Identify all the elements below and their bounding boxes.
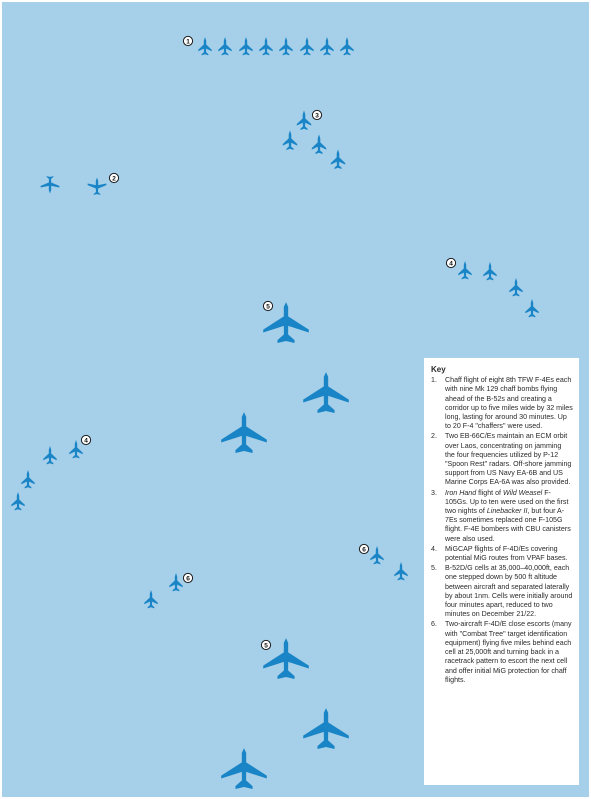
callout-badge bbox=[81, 435, 90, 444]
callout-badge-number: 1 bbox=[186, 38, 190, 46]
callout-badge-number: 5 bbox=[264, 642, 268, 650]
key-item-text: Chaff flight of eight 8th TFW F-4Es each with nine Mk 129 chaff bombs flying ahead of the B-52s and creating a corridor up to five miles wide by 32 miles long, lasting for around 30 minutes. Up to 20 F-4 "chaffers" were used. bbox=[445, 376, 573, 431]
key-item-number: 2. bbox=[431, 432, 437, 441]
chaff-f4-icon bbox=[320, 37, 334, 55]
key-item-number: 1. bbox=[431, 376, 437, 385]
key-item-text-part: Linebacker II bbox=[486, 507, 528, 516]
callout-badge bbox=[263, 301, 272, 310]
escort-f4-icon bbox=[370, 546, 384, 564]
callout-badge bbox=[312, 110, 321, 119]
key-item-6 bbox=[431, 620, 573, 684]
chaff-f4-icon bbox=[259, 37, 273, 55]
callout-badge-number: 4 bbox=[84, 437, 88, 445]
callout-badge bbox=[359, 544, 368, 553]
callout-badge bbox=[446, 258, 455, 267]
key-item-text: Two EB-66C/Es maintain an ECM orbit over Laos, concentrating on jamming the four frequencies utilized by P-12 "Spoon Rest" radars. Off-shore jamming support from US Navy EA-6B and US Marine Corps EA-6A was also provided. bbox=[445, 432, 572, 487]
key-item-1 bbox=[431, 376, 573, 431]
key-item-text-part: Iron Hand bbox=[445, 488, 477, 497]
callout-badge-number: 6 bbox=[362, 546, 366, 554]
callout-badge bbox=[183, 573, 192, 582]
key-item-3 bbox=[431, 489, 573, 544]
callout-badge bbox=[109, 173, 118, 182]
key-item-number: 5. bbox=[431, 564, 437, 573]
key-panel bbox=[424, 358, 579, 785]
key-item-text-part: Wild Weasel bbox=[502, 488, 543, 497]
escort-f4-icon bbox=[144, 590, 158, 608]
key-item-5 bbox=[431, 564, 573, 619]
b52-bomber-icon bbox=[303, 372, 349, 413]
b52-bomber-icon bbox=[221, 412, 267, 453]
wild-weasel-f105-icon bbox=[331, 149, 345, 169]
b52-bomber-icon bbox=[303, 708, 349, 749]
key-item-number: 3. bbox=[431, 488, 437, 497]
key-list bbox=[431, 376, 573, 685]
chaff-f4-icon bbox=[279, 37, 293, 55]
key-item-text: B-52D/G cells at 35,000–40,000ft, each one stepped down by 500 ft altitude between aircraft and separated laterally by about 1nm. Cells were initially around four minutes apart, reduced to two minutes on December 21/22. bbox=[445, 564, 573, 619]
eb66-jammer-icon bbox=[41, 176, 60, 193]
key-item-text: MiGCAP flights of F-4D/Es covering potential MiG routes from VPAF bases. bbox=[445, 544, 568, 563]
chaff-f4-icon bbox=[300, 37, 314, 55]
key-item-4 bbox=[431, 545, 573, 563]
wild-weasel-f105-icon bbox=[312, 134, 326, 154]
key-item-text-part: flight of bbox=[476, 488, 503, 497]
chaff-f4-icon bbox=[340, 37, 354, 55]
escort-f4-icon bbox=[169, 573, 183, 591]
callout-badge bbox=[183, 36, 192, 45]
key-item-number: 6. bbox=[431, 620, 437, 629]
callout-badge-number: 6 bbox=[186, 575, 190, 583]
callout-badge-number: 4 bbox=[449, 260, 453, 268]
migcap-f4-icon bbox=[458, 261, 472, 279]
callout-badge-number: 3 bbox=[315, 112, 319, 120]
callout-badge bbox=[261, 640, 270, 649]
chaff-f4-icon bbox=[218, 37, 232, 55]
migcap-f4-icon bbox=[483, 262, 497, 280]
migcap-f4-icon bbox=[11, 492, 25, 510]
chaff-f4-icon bbox=[198, 37, 212, 55]
callout-badge-number: 2 bbox=[112, 175, 116, 183]
key-item-number: 4. bbox=[431, 544, 437, 553]
escort-f4-icon bbox=[394, 562, 408, 580]
key-title: Key bbox=[431, 365, 446, 374]
key-item-text-part: , but four A-7Es sometimes replaced one F-105G flight. F-4E bombers with CBU canisters were also used. bbox=[445, 507, 571, 543]
key-item-text-part: F-105Gs. Up to ten were used on the first two nights of bbox=[445, 488, 569, 516]
migcap-f4-icon bbox=[525, 299, 539, 317]
eb66-jammer-icon bbox=[88, 178, 107, 195]
chaff-f4-icon bbox=[239, 37, 253, 55]
migcap-f4-icon bbox=[21, 470, 35, 488]
b52-bomber-icon bbox=[221, 748, 267, 789]
migcap-f4-icon bbox=[69, 440, 83, 458]
wild-weasel-f105-icon bbox=[297, 110, 311, 130]
key-item-2 bbox=[431, 432, 573, 487]
wild-weasel-f105-icon bbox=[283, 130, 297, 150]
migcap-f4-icon bbox=[509, 278, 523, 296]
migcap-f4-icon bbox=[43, 446, 57, 464]
key-item-text: Two-aircraft F-4D/E close escorts (many with "Combat Tree" target identification equipment) flying five miles behind each cell at 25,000ft and turning back in a racetrack pattern to escort the next cell and offer initial MiG protection for chaff flights. bbox=[445, 620, 572, 684]
callout-badge-number: 5 bbox=[266, 303, 270, 311]
